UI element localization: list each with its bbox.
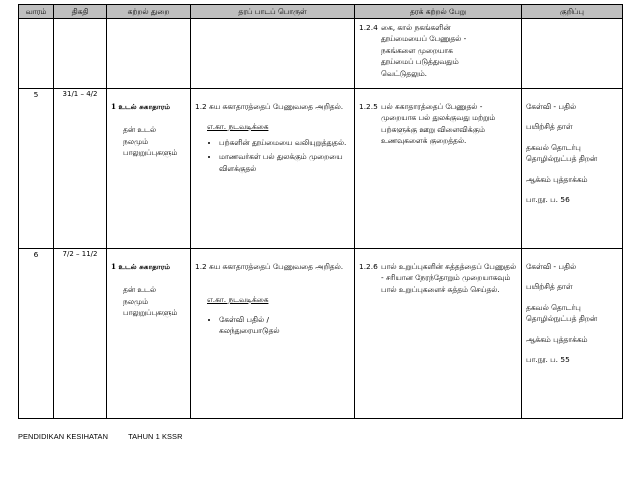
table-header-row bbox=[19, 5, 623, 19]
learning-area-subtitle: தன் உடல் நலமும் பாலுறுப்புகளும் bbox=[123, 125, 178, 158]
header-learning-standard: தரக் கற்றல் பேறு bbox=[355, 5, 522, 19]
learning-area-subtitle: தன் உடல் நலமும் பாலுறுப்புகளும் bbox=[123, 285, 178, 318]
standard-text: பால் உறுப்புகளின் சுத்தத்தைப் பேணுதல் - சரியான நேரந்தோறும் முறையாகவும் பால் உறுப்புகளைச் சுத்தம் செய்தல். bbox=[381, 262, 517, 294]
topic-text: சுய சுகாதாரத்தைப் பேணுவதை அறிதல். bbox=[209, 262, 344, 271]
note-item: தகவல் தொடர்பு தொழில்நுட்பத் திறன் bbox=[526, 302, 598, 324]
topic-number: 1.2 bbox=[195, 262, 207, 271]
list-item: • மாணவர்கள் பல் துலக்கும் முறையை விளக்குதல் bbox=[219, 151, 350, 174]
content-standard-cell bbox=[191, 249, 355, 419]
standard-number: 1.2.6 bbox=[359, 262, 378, 271]
notes-cell bbox=[522, 89, 623, 249]
notes-cell bbox=[522, 249, 623, 419]
learning-standard-cell bbox=[355, 89, 522, 249]
note-item: ஆக்கம் புத்தாக்கம் bbox=[526, 174, 588, 184]
footer-subject: PENDIDIKAN KESIHATAN bbox=[18, 432, 109, 441]
activity-label: எ.கா. நடவடிக்கை bbox=[207, 122, 269, 132]
scheme-of-work-table bbox=[18, 4, 623, 419]
table-row bbox=[19, 19, 623, 89]
note-item: பயிற்சித் தாள் bbox=[526, 282, 573, 292]
week-cell: 6 bbox=[19, 249, 54, 419]
note-item: கேள்வி - பதில் bbox=[526, 262, 577, 271]
week-cell: 5 bbox=[19, 89, 54, 249]
note-item: பா.நூ. ப. 56 bbox=[526, 195, 570, 205]
list-item: • பற்களின் தூய்மையை வலியுறுத்துதல். bbox=[219, 137, 350, 148]
date-cell: 7/2 – 11/2 bbox=[54, 249, 107, 419]
table-row bbox=[19, 89, 623, 249]
learning-standard-cell bbox=[355, 249, 522, 419]
learning-standard-cell bbox=[355, 19, 522, 89]
standard-text: கை, கால் நகங்களின் தூய்மையைப் பேணுதல் - நகங்களை முறையாக தூய்மைப் படுத்துவதும் வெட்டுதலும். bbox=[381, 23, 467, 78]
activity-list bbox=[195, 314, 350, 337]
note-item: ஆக்கம் புத்தாக்கம் bbox=[526, 334, 588, 344]
header-date: திகதி bbox=[54, 5, 107, 19]
activity-label: எ.கா. நடவடிக்கை bbox=[207, 295, 269, 305]
content-standard-cell bbox=[191, 89, 355, 249]
note-item: கேள்வி - பதில் bbox=[526, 102, 577, 111]
note-item: பயிற்சித் தாள் bbox=[526, 122, 573, 132]
learning-area-cell bbox=[107, 89, 191, 249]
topic-text: சுய சுகாதாரத்தைப் பேணுவதை அறிதல். bbox=[209, 102, 344, 111]
topic-number: 1.2 bbox=[195, 102, 207, 111]
table-row bbox=[19, 249, 623, 419]
date-cell: 31/1 – 4/2 bbox=[54, 89, 107, 249]
learning-area-title: 1 உடல் சுகாதாரம் bbox=[111, 262, 171, 271]
header-learning-area: கற்றல் துறை bbox=[107, 5, 191, 19]
note-item: பா.நூ. ப. 55 bbox=[526, 355, 570, 365]
learning-area-cell bbox=[107, 249, 191, 419]
header-notes: குறிப்பு bbox=[522, 5, 623, 19]
note-item: தகவல் தொடர்பு தொழில்நுட்பத் திறன் bbox=[526, 142, 598, 164]
learning-area-title: 1 உடல் சுகாதாரம் bbox=[111, 102, 171, 111]
page-footer bbox=[18, 432, 201, 441]
footer-year: TAHUN 1 KSSR bbox=[128, 432, 183, 441]
standard-number: 1.2.4 bbox=[359, 23, 378, 32]
standard-number: 1.2.5 bbox=[359, 102, 378, 111]
activity-list bbox=[195, 137, 350, 174]
list-item: • கேள்வி பதில் / கலந்துரையாடுதல் bbox=[219, 314, 310, 337]
header-content-standard: தரப் பாடப் பொருள் bbox=[191, 5, 355, 19]
header-week: வாரம் bbox=[19, 5, 54, 19]
standard-text: பல் சுகாதாரத்தைப் பேணுதல் - முறையாக பல் துலக்குவது மற்றும் பற்களுக்கு ஊறு விளைவிக்கும் உணவுகளைக் குறைத்தல். bbox=[381, 102, 496, 146]
